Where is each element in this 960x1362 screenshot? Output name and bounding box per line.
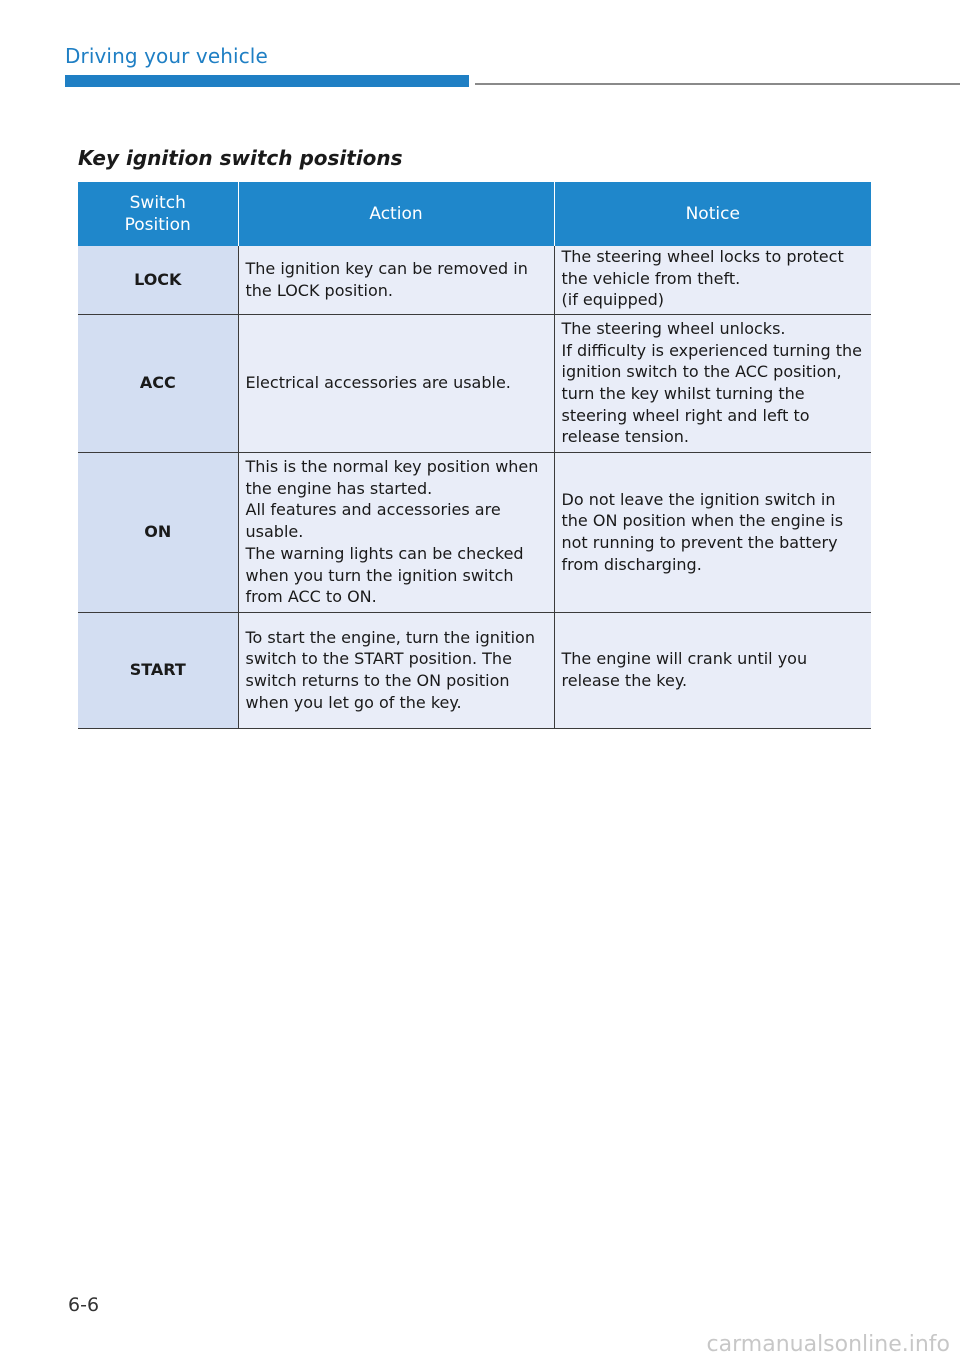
ignition-switch-table — [78, 182, 871, 729]
position-cell: START — [78, 612, 238, 728]
notice-cell: The engine will crank until you release the key. — [554, 612, 871, 728]
page-title: Key ignition switch positions — [78, 146, 403, 170]
notice-cell: Do not leave the ignition switch in the ON position when the engine is not running to prevent the battery from discharging. — [554, 452, 871, 612]
action-cell: The ignition key can be removed in the LOCK position. — [238, 246, 554, 314]
position-cell: LOCK — [78, 246, 238, 314]
column-header-notice: Notice — [554, 182, 871, 246]
notice-cell: The steering wheel locks to protect the vehicle from theft. (if equipped) — [554, 246, 871, 314]
notice-cell: The steering wheel unlocks. If difficulty is experienced turning the ignition switch to the ACC position, turn the key whilst turning the steering wheel right and left to release tension. — [554, 314, 871, 452]
action-cell: Electrical accessories are usable. — [238, 314, 554, 452]
table-row-lock — [78, 246, 871, 314]
column-header-action: Action — [238, 182, 554, 246]
table-row-on — [78, 452, 871, 612]
position-cell: ON — [78, 452, 238, 612]
table-header-row — [78, 182, 871, 246]
header-rule-divider — [475, 83, 960, 85]
table-row-start — [78, 612, 871, 728]
page-number: 6-6 — [68, 1294, 100, 1316]
position-cell: ACC — [78, 314, 238, 452]
watermark: carmanualsonline.info — [706, 1332, 950, 1357]
action-cell: This is the normal key position when the engine has started. All features and accessories are usable. The warning lights can be checked when you turn the ignition switch from ACC to ON. — [238, 452, 554, 612]
table-row-acc — [78, 314, 871, 452]
section-header: Driving your vehicle — [65, 44, 268, 68]
column-header-switch-position: Switch Position — [78, 182, 238, 246]
header-rule-accent — [65, 75, 469, 87]
action-cell: To start the engine, turn the ignition switch to the START position. The switch returns to the ON position when you let go of the key. — [238, 612, 554, 728]
